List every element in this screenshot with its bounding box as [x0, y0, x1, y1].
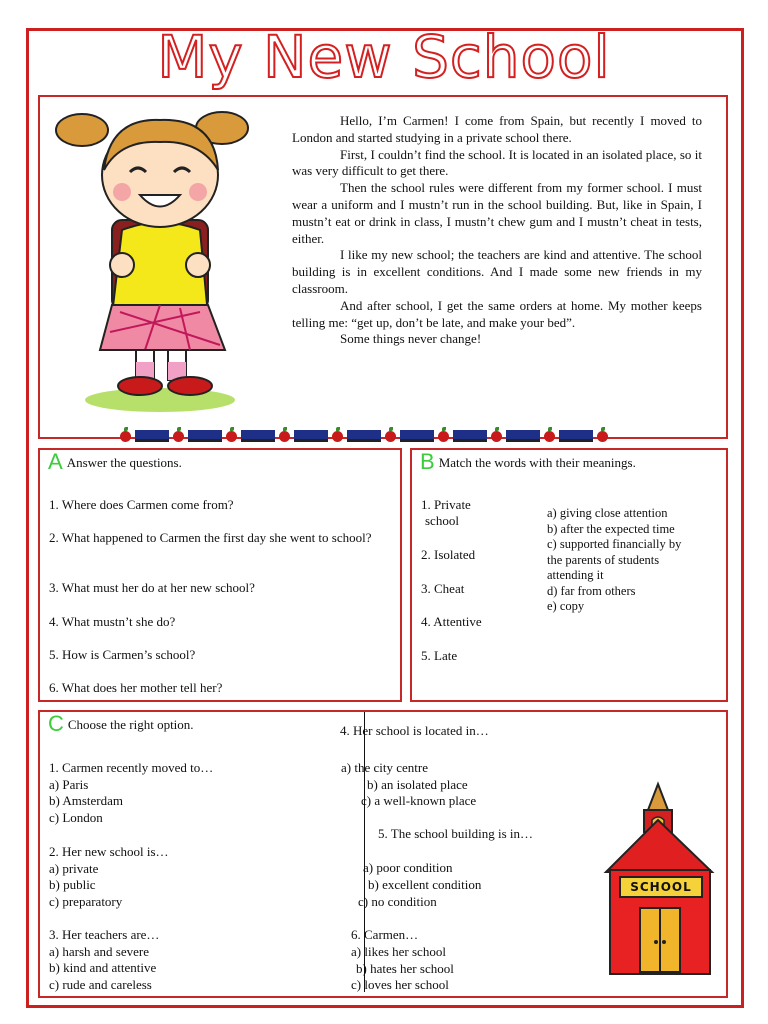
apple-icon	[279, 431, 290, 442]
school-sign: SCHOOL	[630, 880, 692, 894]
apple-icon	[491, 431, 502, 442]
section-a-instruction: Answer the questions.	[66, 455, 182, 470]
question-text: 1. Carmen recently moved to…	[49, 760, 214, 775]
option: b) public	[49, 877, 96, 892]
question-text: 4. Her school is located in…	[340, 723, 489, 738]
section-c-instruction: Choose the right option.	[67, 717, 194, 732]
bus-icon	[559, 430, 593, 442]
match-word: 5. Late	[421, 648, 458, 663]
question-text: 5. The school building is in…	[378, 826, 534, 841]
choice-question-3	[49, 927, 159, 993]
option: b) an isolated place	[367, 777, 468, 792]
question-text: 6. Carmen…	[351, 927, 419, 942]
bus-icon	[294, 430, 328, 442]
section-a-letter: A	[48, 449, 63, 474]
option: a) Paris	[49, 776, 89, 792]
option: b) Amsterdam	[49, 793, 124, 808]
match-word: 4. Attentive	[421, 614, 482, 629]
option: c) preparatory	[49, 893, 123, 909]
option: c) loves her school	[351, 977, 449, 992]
story-paragraph: Some things never change!	[340, 331, 482, 347]
story-paragraph: Hello, I’m Carmen! I come from Spain, but recently I moved to London and started studying in a private school there.	[292, 113, 702, 145]
meaning-item: e) copy	[547, 599, 585, 613]
question: 3. What must her do at her new school?	[49, 580, 255, 595]
section-c-letter: C	[48, 711, 64, 736]
girl-illustration	[50, 100, 270, 420]
match-word: 3. Cheat	[421, 581, 465, 596]
question-text: 3. Her teachers are…	[49, 927, 160, 942]
page-title: My New School	[157, 23, 611, 91]
bus-icon	[506, 430, 540, 442]
meaning-item: a) giving close attention	[547, 506, 668, 520]
question: 2. What happened to Carmen the first day she went to school?	[49, 530, 372, 545]
choice-question-2	[49, 844, 169, 910]
option: c) no condition	[358, 894, 437, 909]
option: c) rude and careless	[49, 976, 152, 992]
meaning-item: the parents of students	[547, 552, 660, 567]
section-b-letter: B	[420, 449, 435, 474]
bus-icon	[241, 430, 275, 442]
option: a) private	[49, 860, 99, 876]
section-b-heading	[420, 449, 636, 474]
apple-icon	[226, 431, 237, 442]
bus-icon	[453, 430, 487, 442]
option: a) the city centre	[341, 760, 428, 775]
section-c-heading	[48, 711, 194, 736]
section-b-instruction: Match the words with their meanings.	[438, 455, 636, 470]
story-paragraph: First, I couldn’t find the school. It is located in an isolated place, so it was very difficult to get there.	[292, 146, 702, 179]
bus-icon	[400, 430, 434, 442]
bus-icon	[135, 430, 169, 442]
meaning-item: attending it	[547, 568, 604, 582]
meaning-item: c) supported financially by	[547, 537, 682, 551]
story-paragraph: I like my new school; the teachers are kind and attentive. The school building is in excellent conditions. And I made some new friends in my classroom.	[292, 247, 702, 296]
question-text: 2. Her new school is…	[49, 844, 169, 859]
meaning-item: b) after the expected time	[547, 521, 675, 536]
match-word: 1. Private	[421, 497, 471, 512]
apple-icon	[544, 431, 555, 442]
school-house-illustration	[600, 780, 730, 980]
story-text	[292, 113, 702, 348]
bus-icon	[188, 430, 222, 442]
match-word: 2. Isolated	[421, 547, 476, 562]
section-a-heading	[48, 449, 182, 474]
option: c) London	[49, 809, 103, 825]
story-paragraph: Then the school rules were different from my former school. I must wear a uniform and I mustn’t run in the school building. But, like in Spain, I mustn’t eat or drink in class, I mustn’t chew gum and I mustn’t cheat in tests, either.	[292, 180, 702, 246]
bus-icon	[347, 430, 381, 442]
choice-question-1	[49, 760, 213, 826]
apple-icon	[173, 431, 184, 442]
match-word: school	[425, 513, 459, 528]
apple-icon	[438, 431, 449, 442]
option: a) harsh and severe	[49, 943, 149, 959]
question: 5. How is Carmen’s school?	[49, 647, 196, 662]
question: 1. Where does Carmen come from?	[49, 497, 234, 512]
apple-icon	[385, 431, 396, 442]
option: b) excellent condition	[368, 877, 482, 892]
option: c) a well-known place	[361, 793, 477, 808]
section-a-box	[38, 448, 402, 702]
meaning-item: d) far from others	[547, 583, 636, 598]
option: a) poor condition	[363, 860, 453, 875]
question: 6. What does her mother tell her?	[49, 680, 223, 695]
apple-bus-border	[120, 426, 640, 446]
option: b) hates her school	[356, 961, 454, 976]
question: 4. What mustn’t she do?	[49, 614, 176, 629]
apple-icon	[597, 431, 608, 442]
option: a) likes her school	[351, 944, 446, 959]
apple-icon	[120, 431, 131, 442]
meanings-list	[547, 506, 681, 615]
apple-icon	[332, 431, 343, 442]
option: b) kind and attentive	[49, 960, 157, 975]
story-paragraph: And after school, I get the same orders at home. My mother keeps telling me: “get up, don’t be late, and make your bed”.	[292, 297, 702, 330]
